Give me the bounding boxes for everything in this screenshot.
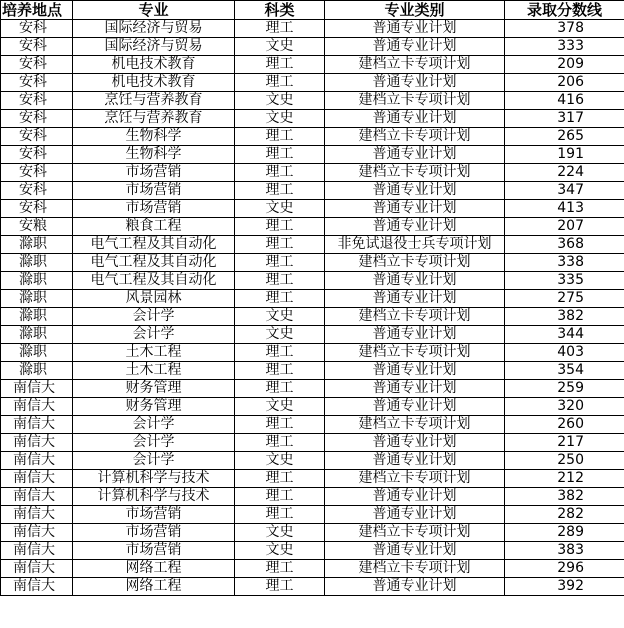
cell-major: 土木工程 xyxy=(73,344,235,362)
cell-score: 206 xyxy=(505,74,624,92)
table-row xyxy=(1,128,624,146)
table-row xyxy=(1,110,624,128)
cell-major: 会计学 xyxy=(73,326,235,344)
table-row xyxy=(1,398,624,416)
header-major: 专业 xyxy=(73,1,235,20)
cell-score: 416 xyxy=(505,92,624,110)
cell-major: 烹饪与营养教育 xyxy=(73,110,235,128)
cell-type: 普通专业计划 xyxy=(325,578,505,596)
cell-category: 理工 xyxy=(235,20,325,38)
table-header-row xyxy=(1,1,624,20)
cell-major: 电气工程及其自动化 xyxy=(73,236,235,254)
cell-type: 建档立卡专项计划 xyxy=(325,344,505,362)
cell-major: 生物科学 xyxy=(73,146,235,164)
cell-major: 市场营销 xyxy=(73,200,235,218)
header-type: 专业类别 xyxy=(325,1,505,20)
cell-major: 国际经济与贸易 xyxy=(73,20,235,38)
cell-type: 建档立卡专项计划 xyxy=(325,164,505,182)
cell-category: 理工 xyxy=(235,272,325,290)
cell-major: 会计学 xyxy=(73,308,235,326)
cell-category: 理工 xyxy=(235,218,325,236)
cell-category: 理工 xyxy=(235,146,325,164)
header-score: 录取分数线 xyxy=(505,1,624,20)
cell-location: 滁职 xyxy=(1,254,73,272)
table-row xyxy=(1,578,624,596)
cell-major: 计算机科学与技术 xyxy=(73,470,235,488)
header-category: 科类 xyxy=(235,1,325,20)
cell-category: 理工 xyxy=(235,488,325,506)
table-row xyxy=(1,272,624,290)
cell-location: 安科 xyxy=(1,56,73,74)
cell-type: 建档立卡专项计划 xyxy=(325,56,505,74)
cell-type: 建档立卡专项计划 xyxy=(325,416,505,434)
cell-type: 普通专业计划 xyxy=(325,398,505,416)
cell-major: 财务管理 xyxy=(73,380,235,398)
table-row xyxy=(1,434,624,452)
table-row xyxy=(1,38,624,56)
cell-location: 滁职 xyxy=(1,308,73,326)
cell-location: 南信大 xyxy=(1,380,73,398)
cell-score: 250 xyxy=(505,452,624,470)
cell-score: 224 xyxy=(505,164,624,182)
cell-score: 347 xyxy=(505,182,624,200)
table-row xyxy=(1,218,624,236)
cell-type: 普通专业计划 xyxy=(325,362,505,380)
cell-category: 理工 xyxy=(235,416,325,434)
cell-type: 普通专业计划 xyxy=(325,182,505,200)
table-row xyxy=(1,416,624,434)
cell-type: 普通专业计划 xyxy=(325,326,505,344)
cell-major: 电气工程及其自动化 xyxy=(73,272,235,290)
cell-type: 普通专业计划 xyxy=(325,20,505,38)
cell-category: 文史 xyxy=(235,524,325,542)
cell-category: 文史 xyxy=(235,92,325,110)
cell-type: 建档立卡专项计划 xyxy=(325,524,505,542)
cell-major: 风景园林 xyxy=(73,290,235,308)
cell-location: 安粮 xyxy=(1,218,73,236)
table-row xyxy=(1,362,624,380)
cell-major: 土木工程 xyxy=(73,362,235,380)
cell-location: 安科 xyxy=(1,38,73,56)
cell-type: 建档立卡专项计划 xyxy=(325,254,505,272)
table-row xyxy=(1,254,624,272)
cell-major: 烹饪与营养教育 xyxy=(73,92,235,110)
cell-type: 普通专业计划 xyxy=(325,434,505,452)
cell-type: 建档立卡专项计划 xyxy=(325,128,505,146)
cell-major: 市场营销 xyxy=(73,524,235,542)
cell-location: 南信大 xyxy=(1,542,73,560)
cell-major: 财务管理 xyxy=(73,398,235,416)
cell-location: 安科 xyxy=(1,128,73,146)
cell-type: 非免试退役士兵专项计划 xyxy=(325,236,505,254)
header-location: 培养地点 xyxy=(1,1,73,20)
cell-location: 南信大 xyxy=(1,416,73,434)
cell-location: 安科 xyxy=(1,164,73,182)
cell-major: 计算机科学与技术 xyxy=(73,488,235,506)
table-row xyxy=(1,326,624,344)
cell-location: 安科 xyxy=(1,182,73,200)
cell-type: 普通专业计划 xyxy=(325,506,505,524)
table-row xyxy=(1,74,624,92)
cell-score: 296 xyxy=(505,560,624,578)
cell-location: 南信大 xyxy=(1,578,73,596)
cell-location: 南信大 xyxy=(1,506,73,524)
cell-category: 理工 xyxy=(235,182,325,200)
cell-type: 普通专业计划 xyxy=(325,74,505,92)
cell-type: 普通专业计划 xyxy=(325,290,505,308)
cell-location: 安科 xyxy=(1,110,73,128)
cell-category: 理工 xyxy=(235,362,325,380)
cell-location: 南信大 xyxy=(1,452,73,470)
cell-type: 普通专业计划 xyxy=(325,218,505,236)
cell-score: 344 xyxy=(505,326,624,344)
cell-major: 生物科学 xyxy=(73,128,235,146)
table-row xyxy=(1,542,624,560)
cell-major: 会计学 xyxy=(73,416,235,434)
cell-category: 理工 xyxy=(235,254,325,272)
cell-location: 安科 xyxy=(1,74,73,92)
cell-type: 普通专业计划 xyxy=(325,272,505,290)
cell-major: 会计学 xyxy=(73,434,235,452)
cell-type: 建档立卡专项计划 xyxy=(325,92,505,110)
cell-score: 403 xyxy=(505,344,624,362)
cell-type: 普通专业计划 xyxy=(325,452,505,470)
cell-major: 电气工程及其自动化 xyxy=(73,254,235,272)
cell-location: 滁职 xyxy=(1,272,73,290)
cell-score: 191 xyxy=(505,146,624,164)
cell-score: 413 xyxy=(505,200,624,218)
cell-score: 320 xyxy=(505,398,624,416)
cell-type: 普通专业计划 xyxy=(325,488,505,506)
cell-category: 理工 xyxy=(235,164,325,182)
cell-score: 282 xyxy=(505,506,624,524)
cell-location: 南信大 xyxy=(1,470,73,488)
cell-category: 文史 xyxy=(235,200,325,218)
cell-location: 安科 xyxy=(1,146,73,164)
table-row xyxy=(1,200,624,218)
cell-category: 理工 xyxy=(235,344,325,362)
cell-type: 建档立卡专项计划 xyxy=(325,470,505,488)
cell-score: 260 xyxy=(505,416,624,434)
cell-major: 市场营销 xyxy=(73,506,235,524)
cell-score: 338 xyxy=(505,254,624,272)
cell-score: 265 xyxy=(505,128,624,146)
cell-category: 文史 xyxy=(235,326,325,344)
cell-location: 安科 xyxy=(1,20,73,38)
cell-major: 网络工程 xyxy=(73,578,235,596)
cell-category: 理工 xyxy=(235,236,325,254)
table-row xyxy=(1,290,624,308)
table-row xyxy=(1,524,624,542)
table-row xyxy=(1,20,624,38)
cell-location: 南信大 xyxy=(1,524,73,542)
cell-location: 滁职 xyxy=(1,236,73,254)
cell-major: 市场营销 xyxy=(73,182,235,200)
cell-category: 文史 xyxy=(235,452,325,470)
cell-major: 机电技术教育 xyxy=(73,56,235,74)
cell-location: 南信大 xyxy=(1,434,73,452)
table-row xyxy=(1,488,624,506)
cell-location: 滁职 xyxy=(1,344,73,362)
cell-major: 市场营销 xyxy=(73,164,235,182)
cell-category: 理工 xyxy=(235,74,325,92)
cell-major: 市场营销 xyxy=(73,542,235,560)
cell-type: 建档立卡专项计划 xyxy=(325,308,505,326)
table-row xyxy=(1,560,624,578)
cell-location: 南信大 xyxy=(1,560,73,578)
cell-location: 南信大 xyxy=(1,488,73,506)
cell-major: 网络工程 xyxy=(73,560,235,578)
cell-score: 333 xyxy=(505,38,624,56)
table-row xyxy=(1,164,624,182)
table-row xyxy=(1,92,624,110)
cell-location: 滁职 xyxy=(1,362,73,380)
table-row xyxy=(1,56,624,74)
table-row xyxy=(1,344,624,362)
cell-score: 378 xyxy=(505,20,624,38)
cell-category: 理工 xyxy=(235,128,325,146)
cell-score: 354 xyxy=(505,362,624,380)
cell-type: 普通专业计划 xyxy=(325,542,505,560)
table-row xyxy=(1,182,624,200)
cell-category: 理工 xyxy=(235,56,325,74)
cell-score: 217 xyxy=(505,434,624,452)
cell-score: 317 xyxy=(505,110,624,128)
table-row xyxy=(1,236,624,254)
cell-score: 207 xyxy=(505,218,624,236)
cell-category: 理工 xyxy=(235,560,325,578)
table-row xyxy=(1,380,624,398)
cell-type: 普通专业计划 xyxy=(325,110,505,128)
cell-location: 滁职 xyxy=(1,290,73,308)
cell-category: 理工 xyxy=(235,434,325,452)
cell-score: 275 xyxy=(505,290,624,308)
cell-category: 理工 xyxy=(235,290,325,308)
cell-major: 国际经济与贸易 xyxy=(73,38,235,56)
cell-category: 文史 xyxy=(235,542,325,560)
table-row xyxy=(1,470,624,488)
cell-score: 383 xyxy=(505,542,624,560)
cell-category: 文史 xyxy=(235,110,325,128)
cell-type: 普通专业计划 xyxy=(325,38,505,56)
cell-score: 212 xyxy=(505,470,624,488)
cell-score: 335 xyxy=(505,272,624,290)
cell-score: 289 xyxy=(505,524,624,542)
cell-score: 382 xyxy=(505,308,624,326)
cell-category: 文史 xyxy=(235,308,325,326)
table-body xyxy=(1,20,624,596)
table-row xyxy=(1,146,624,164)
cell-score: 209 xyxy=(505,56,624,74)
cell-location: 滁职 xyxy=(1,326,73,344)
cell-type: 建档立卡专项计划 xyxy=(325,560,505,578)
cell-major: 会计学 xyxy=(73,452,235,470)
cell-category: 理工 xyxy=(235,470,325,488)
cell-location: 南信大 xyxy=(1,398,73,416)
table-row xyxy=(1,506,624,524)
cell-score: 392 xyxy=(505,578,624,596)
cell-location: 安科 xyxy=(1,92,73,110)
cell-type: 普通专业计划 xyxy=(325,200,505,218)
cell-type: 普通专业计划 xyxy=(325,146,505,164)
cell-major: 粮食工程 xyxy=(73,218,235,236)
cell-location: 安科 xyxy=(1,200,73,218)
cell-score: 368 xyxy=(505,236,624,254)
cell-category: 文史 xyxy=(235,398,325,416)
cell-category: 理工 xyxy=(235,578,325,596)
cell-category: 文史 xyxy=(235,38,325,56)
cell-type: 普通专业计划 xyxy=(325,380,505,398)
cell-score: 259 xyxy=(505,380,624,398)
table-row xyxy=(1,452,624,470)
cell-category: 理工 xyxy=(235,506,325,524)
cell-category: 理工 xyxy=(235,380,325,398)
cell-major: 机电技术教育 xyxy=(73,74,235,92)
table-row xyxy=(1,308,624,326)
cell-score: 382 xyxy=(505,488,624,506)
